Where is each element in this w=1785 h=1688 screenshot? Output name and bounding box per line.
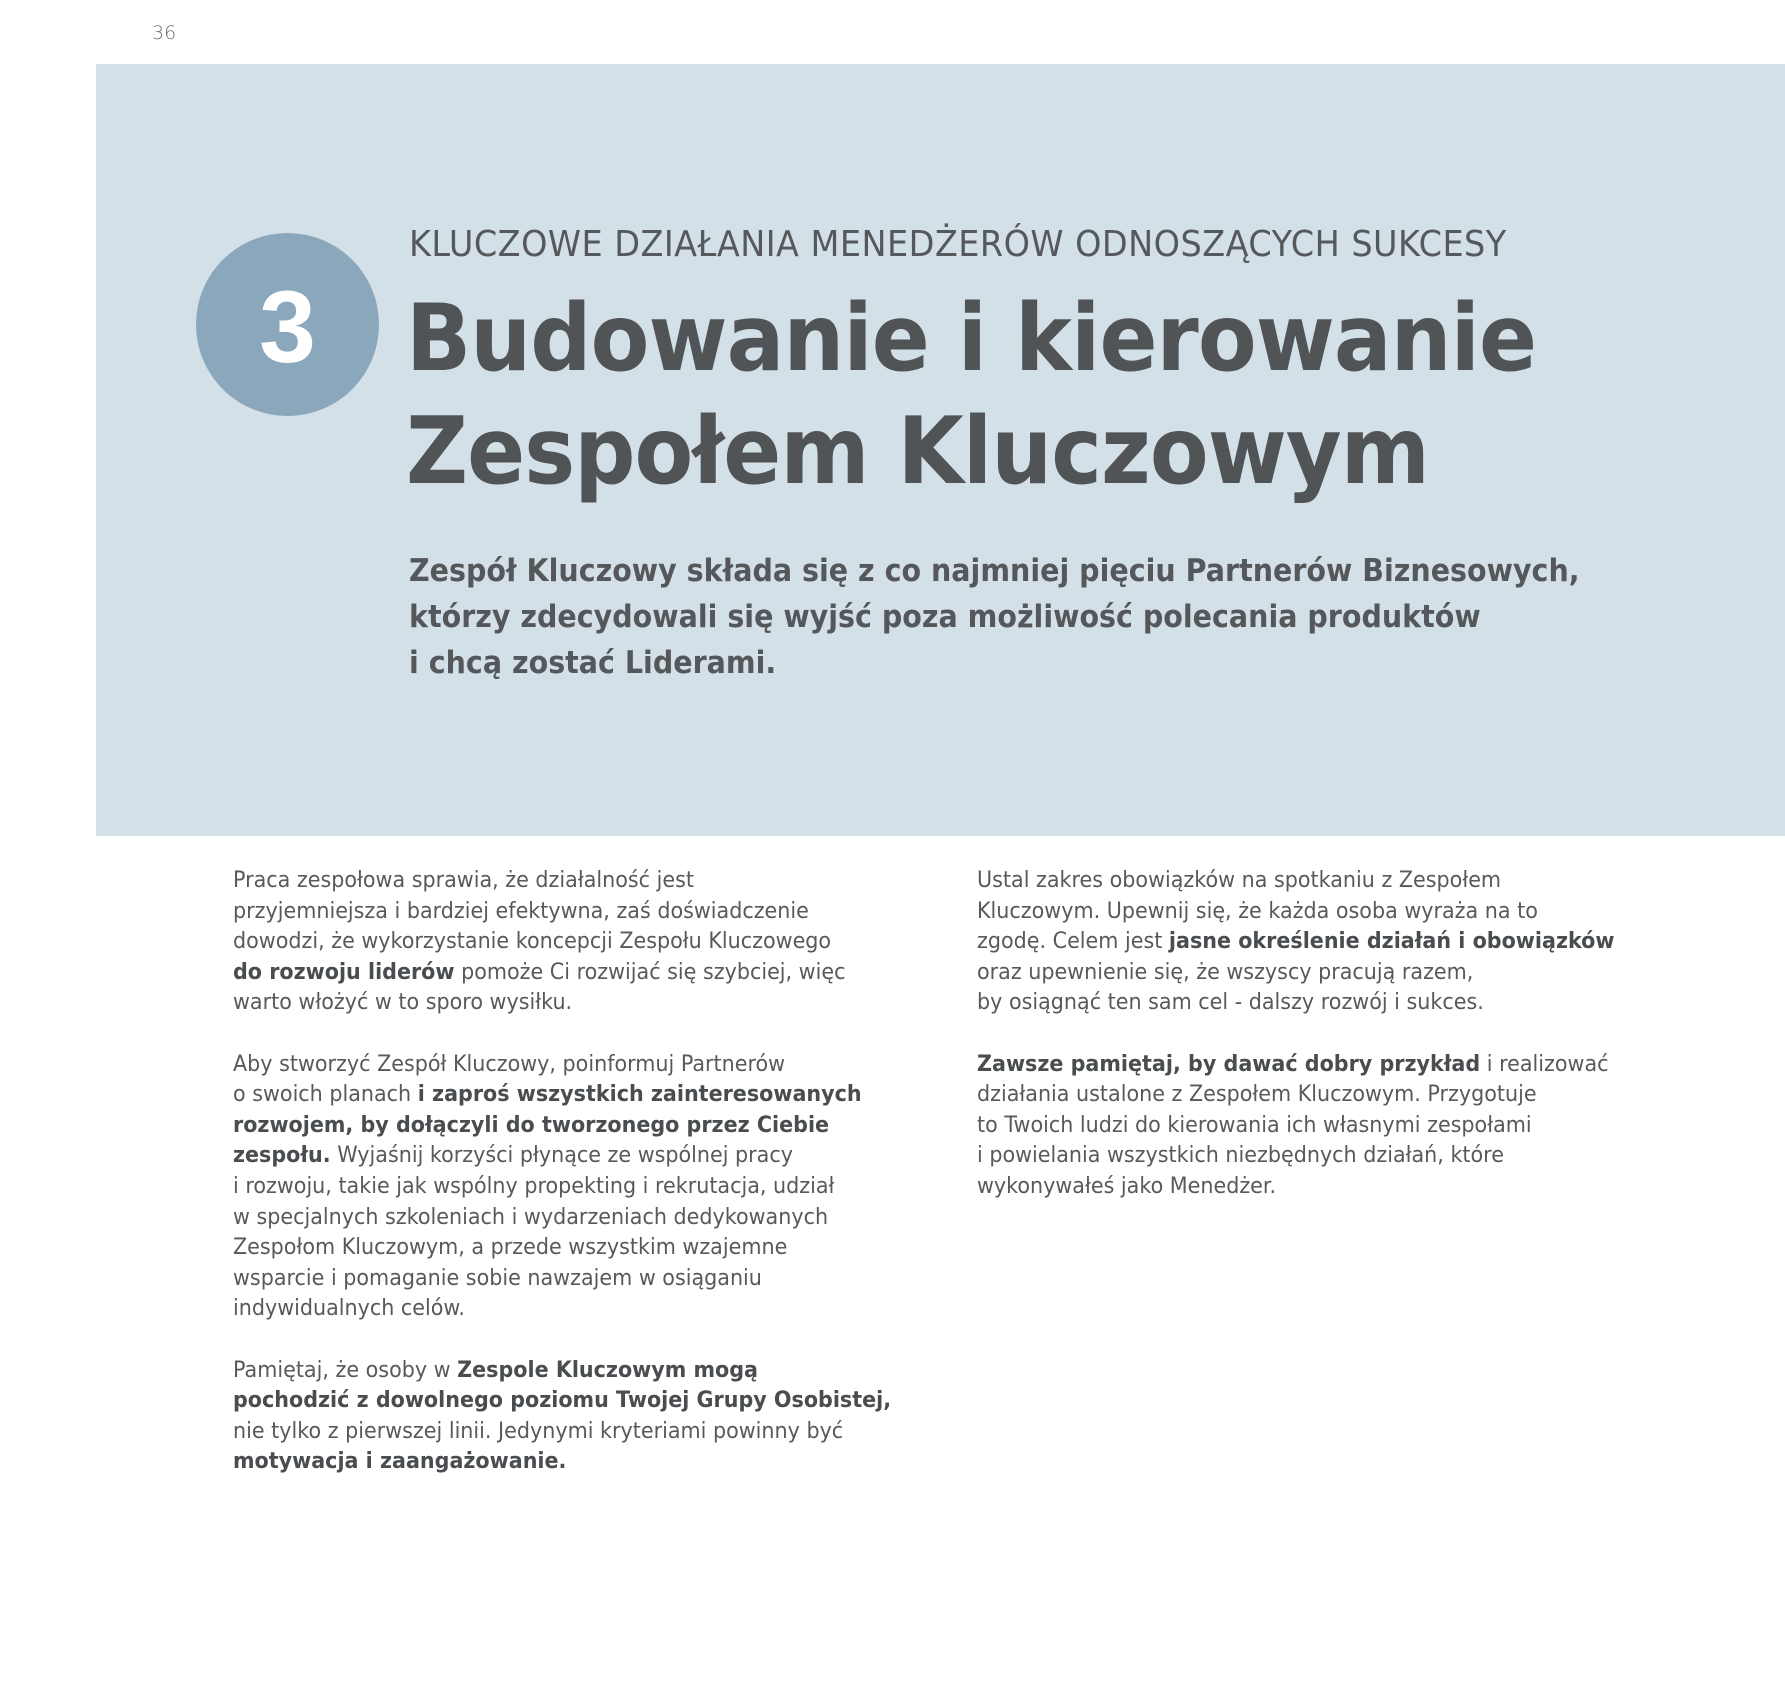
emphasis: motywacja i zaangażowanie. (233, 1449, 567, 1475)
lead-paragraph (409, 548, 1580, 686)
text-run: o swoich planach (233, 1082, 418, 1108)
text-line: indywidualnych celów. (233, 1296, 466, 1322)
text-line (977, 1050, 1614, 1081)
text-line: oraz upewnienie się, że wszyscy pracują razem, (977, 959, 1474, 985)
text-line: Ustal zakres obowiązków na spotkaniu z Zespołem (977, 868, 1502, 893)
text-line (233, 1356, 891, 1387)
text-line (233, 958, 891, 989)
text-line (977, 927, 1614, 958)
section-number: 3 (259, 269, 316, 384)
text-line: Aby stworzyć Zespół Kluczowy, poinformuj Partnerów (233, 1051, 786, 1077)
emphasis: Zawsze pamiętaj, by dawać dobry przykład (977, 1051, 1481, 1077)
text-line: i powielania wszystkich niezbędnych działań, które (977, 1143, 1504, 1169)
emphasis: Zespole Kluczowym mogą (457, 1357, 759, 1383)
paragraph-create-team (233, 1050, 933, 1325)
text-run: Pamiętaj, że osoby w (233, 1357, 458, 1383)
section-number-badge (196, 233, 379, 416)
text-line (233, 1447, 891, 1478)
page-number: 36 (152, 22, 177, 44)
lead-line: i chcą zostać Liderami. (409, 645, 777, 681)
paragraph-team-work (233, 866, 933, 1019)
text-line: i rozwoju, takie jak wspólny propekting i rekrutacja, udział (233, 1173, 835, 1199)
text-line: warto włożyć w to sporo wysiłku. (233, 990, 573, 1016)
text-run: pomoże Ci rozwijać się szybciej, więc (454, 959, 846, 985)
text-line: w specjalnych szkoleniach i wydarzeniach dedykowanych (233, 1204, 829, 1230)
text-line: Zespołom Kluczowym, a przede wszystkim wzajemne (233, 1235, 788, 1261)
text-line: przyjemniejsza i bardziej efektywna, zaś doświadczenie (233, 898, 809, 924)
paragraph-responsibilities (977, 866, 1655, 1019)
text-line: dowodzi, że wykorzystanie koncepcji Zespołu Kluczowego (233, 929, 832, 955)
text-line: działania ustalone z Zespołem Kluczowym. Przygotuje (977, 1082, 1537, 1108)
left-column (233, 866, 933, 1508)
paragraph-lead-by-example (977, 1050, 1655, 1203)
text-line (233, 1080, 891, 1111)
text-line (233, 1141, 891, 1172)
text-run: zgodę. Celem jest (977, 929, 1169, 955)
page-title-line: Budowanie i kierowanie (406, 284, 1537, 392)
text-line: Praca zespołowa sprawia, że działalność jest (233, 868, 694, 893)
lead-line: którzy zdecydowali się wyjść poza możliwość polecania produktów (409, 599, 1481, 635)
emphasis: do rozwoju liderów (233, 959, 455, 985)
emphasis: i zaproś wszystkich zainteresowanych (417, 1082, 862, 1108)
text-run: Wyjaśnij korzyści płynące ze wspólnej pracy (330, 1143, 793, 1169)
emphasis: zespołu. (233, 1143, 331, 1169)
text-line (233, 1386, 891, 1417)
text-line: nie tylko z pierwszej linii. Jedynymi kryteriami powinny być (233, 1418, 844, 1444)
text-line: to Twoich ludzi do kierowania ich własnymi zespołami (977, 1112, 1532, 1138)
right-column (977, 866, 1655, 1233)
text-line: Kluczowym. Upewnij się, że każda osoba wyraża na to (977, 898, 1538, 924)
page-title-line: Zespołem Kluczowym (406, 397, 1429, 505)
page-title (406, 282, 1536, 508)
paragraph-team-members (233, 1356, 933, 1478)
text-line: by osiągnąć ten sam cel - dalszy rozwój i sukces. (977, 990, 1484, 1016)
emphasis: pochodzić z dowolnego poziomu Twojej Grupy Osobistej, (233, 1388, 892, 1414)
text-line (233, 1111, 891, 1142)
text-run: i realizować (1480, 1051, 1609, 1077)
text-line: wykonywałeś jako Menedżer. (977, 1173, 1277, 1199)
section-kicker: KLUCZOWE DZIAŁANIA MENEDŻERÓW ODNOSZĄCYCH SUKCESY (409, 224, 1507, 265)
emphasis: rozwojem, by dołączyli do tworzonego przez Ciebie (233, 1112, 830, 1138)
text-line: wsparcie i pomaganie sobie nawzajem w osiąganiu (233, 1265, 762, 1291)
emphasis: jasne określenie działań i obowiązków (1168, 929, 1615, 955)
lead-line: Zespół Kluczowy składa się z co najmniej pięciu Partnerów Biznesowych, (409, 553, 1580, 589)
